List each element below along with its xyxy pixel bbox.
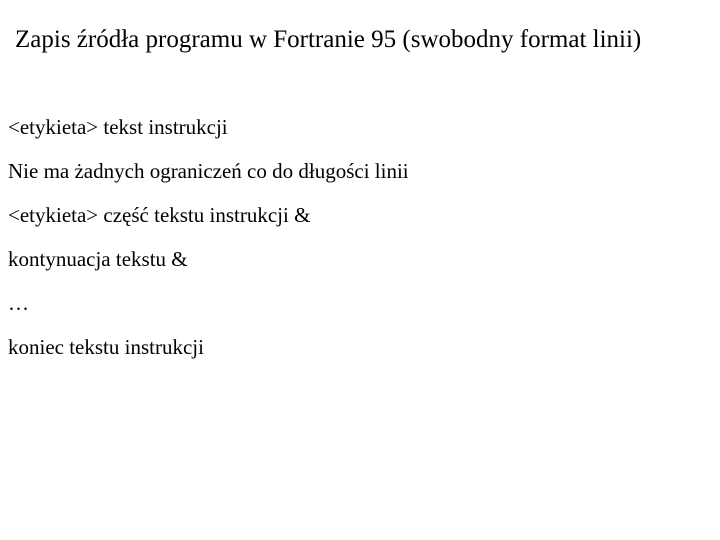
- syntax-line-continuation-start: <etykieta> część tekstu instrukcji &: [8, 203, 311, 227]
- syntax-line-label: <etykieta> tekst instrukcji: [8, 115, 228, 139]
- syntax-line-continuation: kontynuacja tekstu &: [8, 247, 188, 271]
- slide-title: Zapis źródła programu w Fortranie 95 (swobodny format linii): [15, 26, 642, 53]
- slide-body: [8, 114, 708, 378]
- syntax-line-ellipsis: …: [8, 291, 29, 315]
- syntax-line-end: koniec tekstu instrukcji: [8, 335, 204, 359]
- note-line-length: Nie ma żadnych ograniczeń co do długości linii: [8, 159, 409, 183]
